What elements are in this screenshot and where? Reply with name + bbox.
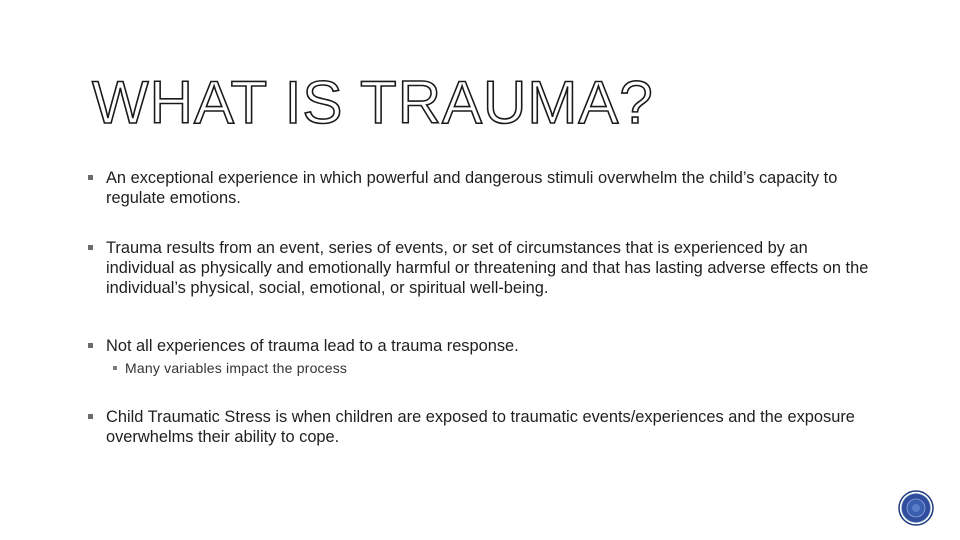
sub-bullet-item-1 [113,359,878,377]
bullet-item-1 [88,168,878,208]
bullet-item-3 [88,336,878,356]
square-bullet-icon [88,245,93,250]
bullet-text-2: Trauma results from an event, series of events, or set of circumstances that is experienced by an individual as physically and emotionally harmful or threatening and that has lasting adverse effects on the individual’s physical, social, emotional, or spiritual well-being. [106,239,869,297]
bullet-text-4: Child Traumatic Stress is when children are exposed to traumatic events/experiences and the exposure overwhelms their ability to cope. [106,408,855,446]
square-bullet-icon [88,414,93,419]
sub-bullet-text-1: Many variables impact the process [125,360,348,376]
square-bullet-icon [88,343,93,348]
bullet-item-2 [88,238,878,298]
square-bullet-icon [113,366,117,370]
bullet-text-1: An exceptional experience in which powerful and dangerous stimuli overwhelm the child’s capacity to regulate emotions. [106,169,838,207]
bullet-text-3: Not all experiences of trauma lead to a trauma response. [106,337,519,355]
circular-seal-logo-icon [898,490,934,526]
bullet-list [88,168,878,447]
bullet-item-4 [88,407,878,447]
slide-title: WHAT IS TRAUMA? [92,69,654,136]
square-bullet-icon [88,175,93,180]
